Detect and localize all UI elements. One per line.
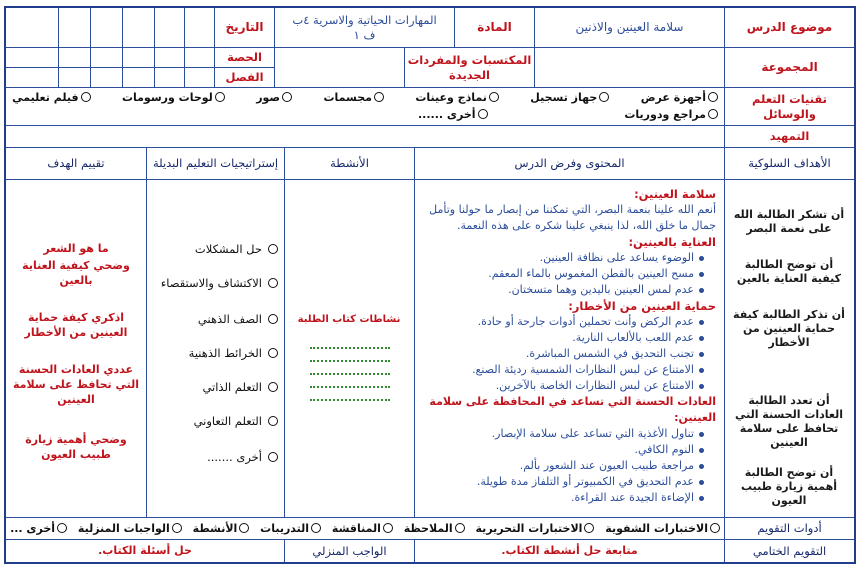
homework-value: حل أسئلة الكتاب. bbox=[98, 544, 192, 558]
period-cell-2 bbox=[154, 48, 184, 68]
period-cell-3 bbox=[122, 48, 154, 68]
strategy-item[interactable]: التعلم التعاوني bbox=[194, 414, 278, 428]
period-cell-6 bbox=[6, 48, 58, 68]
radio-circle-icon bbox=[268, 452, 278, 462]
evaluation-item: وضحي كيفية العناية بالعين bbox=[22, 259, 130, 287]
habit-item: مراجعة طبيب العيون عند الشعور بألم. bbox=[421, 458, 706, 474]
resource-option[interactable]: نماذج وعينات bbox=[415, 91, 499, 105]
objective-item: أن تشكر الطالبة الله على نعمة البصر bbox=[733, 208, 845, 235]
subject-value bbox=[274, 8, 454, 48]
activities-title: نشاطات كتاب الطلبة bbox=[297, 314, 401, 325]
resource-option[interactable]: جهاز تسجيل bbox=[530, 91, 609, 105]
radio-circle-icon bbox=[311, 523, 321, 533]
care-item: مسح العينين بالقطن المغموس بالماء المعقم. bbox=[421, 266, 706, 282]
date-cell-4 bbox=[90, 8, 122, 48]
date-cell-6 bbox=[6, 8, 58, 48]
date-cell-3 bbox=[122, 8, 154, 48]
skills-value bbox=[274, 48, 404, 88]
date-cell-1 bbox=[184, 8, 214, 48]
radio-circle-icon bbox=[81, 92, 91, 102]
class-label: الفصل bbox=[214, 68, 274, 88]
strategy-item[interactable]: الاكتشاف والاستقصاء bbox=[161, 276, 278, 290]
radio-circle-icon bbox=[268, 416, 278, 426]
radio-circle-icon bbox=[455, 523, 465, 533]
activities-cell bbox=[284, 180, 414, 518]
protect-item: عدم اللعب بالألعاب النارية. bbox=[421, 330, 706, 346]
content-cell bbox=[414, 180, 724, 518]
resource-option[interactable]: صور bbox=[256, 91, 292, 105]
care-item: الوضوء يساعد على نظافة العينين. bbox=[421, 250, 706, 266]
resource-option[interactable]: مراجع ودوريات bbox=[624, 108, 718, 122]
content-heading: حماية العينين من الأخطار: bbox=[568, 299, 716, 313]
strategies-cell bbox=[146, 180, 284, 518]
protect-item: الامتناع عن لبس النظارات الشمسية رديئة الصنع. bbox=[421, 362, 706, 378]
intro-value bbox=[6, 126, 724, 148]
dotted-line bbox=[310, 388, 390, 401]
protect-item: عدم الركض وأنت تحملين أدوات جارحة أو حادة. bbox=[421, 314, 706, 330]
radio-circle-icon bbox=[239, 523, 249, 533]
habit-item: تناول الأغذية التي تساعد على سلامة الإبصار. bbox=[421, 426, 706, 442]
header-strategies: إستراتيجيات التعليم البديلة bbox=[146, 148, 284, 180]
subject-value-line1: المهارات الحياتية والاسرية ٤ب bbox=[292, 13, 437, 28]
radio-circle-icon bbox=[478, 109, 488, 119]
habit-item: عدم التحديق في الكمبيوتر أو التلفاز مدة طويلة. bbox=[421, 474, 706, 490]
objectives-cell bbox=[724, 180, 854, 518]
resource-option[interactable]: أجهزة عرض bbox=[641, 91, 718, 105]
assessment-option[interactable]: الاختبارات التحريرية bbox=[476, 522, 595, 536]
radio-circle-icon bbox=[172, 523, 182, 533]
resource-option[interactable]: لوحات ورسومات bbox=[122, 91, 225, 105]
strategy-item[interactable]: حل المشكلات bbox=[195, 242, 278, 256]
radio-circle-icon bbox=[374, 92, 384, 102]
radio-circle-icon bbox=[268, 244, 278, 254]
period-cell-5 bbox=[58, 48, 90, 68]
objective-item: أن تذكر الطالبة كيفة حماية العينين من الأخطار bbox=[733, 308, 845, 349]
strategy-item[interactable]: الخرائط الذهنية bbox=[189, 346, 278, 360]
content-heading: العادات الحسنة التي تساعد في المحافظة على سلامة العينين: bbox=[429, 395, 716, 424]
dotted-line bbox=[310, 362, 390, 375]
header-objectives: الأهداف السلوكية bbox=[724, 148, 854, 180]
resource-option[interactable]: مجسمات bbox=[323, 91, 384, 105]
habit-item: النوم الكافي. bbox=[421, 442, 706, 458]
evaluation-cell bbox=[6, 180, 146, 518]
evaluation-item: اذكري كيفة حماية العينين من الأخطار bbox=[24, 311, 128, 339]
radio-circle-icon bbox=[282, 92, 292, 102]
radio-circle-icon bbox=[268, 382, 278, 392]
resources-options bbox=[6, 88, 724, 126]
strategy-item[interactable]: أخرى ....... bbox=[207, 450, 278, 464]
radio-circle-icon bbox=[268, 348, 278, 358]
resources-label: تقنيات التعلم والوسائل bbox=[724, 88, 854, 126]
subject-label: المادة bbox=[454, 8, 534, 48]
evaluation-item: ما هو الشعر bbox=[43, 242, 109, 255]
assessment-option[interactable]: الملاحظة bbox=[404, 522, 465, 536]
radio-circle-icon bbox=[383, 523, 393, 533]
assessment-options bbox=[6, 518, 724, 540]
protect-item: تجنب التحديق في الشمس المباشرة. bbox=[421, 346, 706, 362]
assessment-option[interactable]: الاختبارات الشفوية bbox=[605, 522, 720, 536]
class-cell-1 bbox=[184, 68, 214, 88]
evaluation-item: وضحي أهمية زيارة طبيب العيون bbox=[25, 433, 127, 461]
date-label: التاريخ bbox=[214, 8, 274, 48]
objective-item: أن تعدد الطالبة العادات الحسنة التي تحافظ على سلامة العينين bbox=[734, 394, 844, 449]
subject-value-line2: ف ١ bbox=[353, 27, 376, 42]
period-label: الحصة bbox=[214, 48, 274, 68]
radio-circle-icon bbox=[268, 314, 278, 324]
radio-circle-icon bbox=[710, 523, 720, 533]
protect-item: الامتناع عن لبس النظارات الخاصة بالآخرين. bbox=[421, 378, 706, 394]
assessment-option[interactable]: المناقشة bbox=[332, 522, 393, 536]
radio-circle-icon bbox=[268, 278, 278, 288]
strategy-item[interactable]: التعلم الذاتي bbox=[202, 380, 278, 394]
date-cell-2 bbox=[154, 8, 184, 48]
lesson-plan-table bbox=[4, 6, 856, 564]
assessment-option[interactable]: التدريبات bbox=[260, 522, 321, 536]
assessment-option[interactable]: الأنشطة bbox=[193, 522, 250, 536]
objective-item: أن توضح الطالبة أهمية زيارة طبيب العيون bbox=[741, 466, 837, 507]
topic-value: سلامة العينين والاذنين bbox=[534, 8, 724, 48]
dotted-line bbox=[310, 375, 390, 388]
evaluation-item: عددي العادات الحسنة التي تحافظ على سلامة العينين bbox=[13, 363, 139, 406]
class-cell-5 bbox=[58, 68, 90, 88]
period-cell-4 bbox=[90, 48, 122, 68]
final-label: التقويم الختامي bbox=[724, 540, 854, 562]
homework-label: الواجب المنزلي bbox=[284, 540, 414, 562]
final-value: متابعة حل أنشطة الكتاب. bbox=[414, 540, 724, 562]
objective-item: أن توضح الطالبة كيفية العناية بالعين bbox=[736, 258, 842, 285]
radio-circle-icon bbox=[489, 92, 499, 102]
class-cell-4 bbox=[90, 68, 122, 88]
dotted-line bbox=[310, 336, 390, 349]
resources-row2 bbox=[418, 108, 718, 122]
period-cell-1 bbox=[184, 48, 214, 68]
assessment-option[interactable]: الواجبات المنزلية bbox=[78, 522, 182, 536]
resources-row1 bbox=[12, 91, 718, 105]
topic-label: موضوع الدرس bbox=[724, 8, 854, 48]
content-heading: العناية بالعينين: bbox=[628, 235, 716, 249]
class-cell-3 bbox=[122, 68, 154, 88]
class-cell-6 bbox=[6, 68, 58, 88]
habit-item: الإضاءة الجيدة عند القراءة. bbox=[421, 490, 706, 506]
radio-circle-icon bbox=[215, 92, 225, 102]
assessment-label: أدوات التقويم bbox=[724, 518, 854, 540]
class-cell-2 bbox=[154, 68, 184, 88]
content-paragraph: أنعم الله علينا بنعمة البصر، التي تمكننا من إبصار ما حولنا وتأمل جمال ما خلق الله، لذا ينبغي علينا شكره على هذه النعمة. bbox=[429, 203, 716, 232]
resource-option[interactable]: فيلم تعليمي bbox=[12, 91, 90, 105]
skills-label: المكتسبات والمفردات الجديدة bbox=[404, 48, 534, 88]
radio-circle-icon bbox=[708, 92, 718, 102]
header-content: المحتوى وفرض الدرس bbox=[414, 148, 724, 180]
date-cell-5 bbox=[58, 8, 90, 48]
radio-circle-icon bbox=[57, 523, 67, 533]
resource-option[interactable]: أخرى ...... bbox=[418, 108, 488, 122]
care-item: عدم لمس العينين باليدين وهما متسختان. bbox=[421, 282, 706, 298]
content-heading: سلامة العينين: bbox=[634, 187, 716, 201]
assessment-option[interactable]: أخرى ... bbox=[10, 522, 67, 536]
intro-label: التمهيد bbox=[724, 126, 854, 148]
strategy-item[interactable]: الصف الذهني bbox=[198, 312, 278, 326]
group-label: المجموعة bbox=[724, 48, 854, 88]
dotted-line bbox=[310, 349, 390, 362]
radio-circle-icon bbox=[708, 109, 718, 119]
radio-circle-icon bbox=[599, 92, 609, 102]
header-activities: الأنشطة bbox=[284, 148, 414, 180]
radio-circle-icon bbox=[584, 523, 594, 533]
activities-answer-lines bbox=[310, 336, 390, 398]
header-evaluation: تقييم الهدف bbox=[6, 148, 146, 180]
group-value bbox=[534, 48, 724, 88]
